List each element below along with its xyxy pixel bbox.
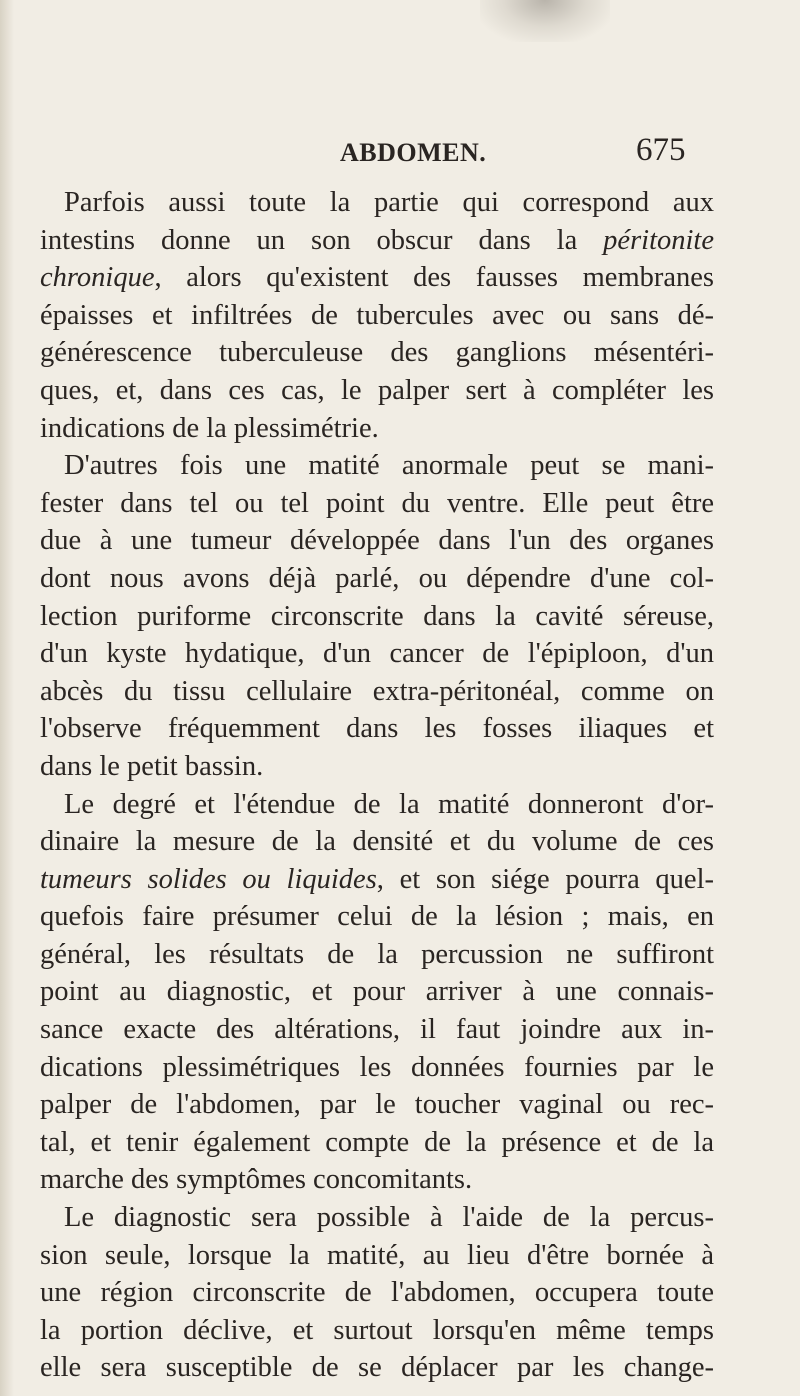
text-line	[40, 861, 714, 899]
text-line	[40, 823, 714, 861]
text-segment: marche des symptômes concomitants.	[40, 1164, 473, 1196]
text-line	[40, 1349, 714, 1387]
text-line	[40, 447, 714, 485]
text-segment: générescence tuberculeuse des ganglions mésentéri-	[40, 337, 714, 369]
text-segment: dont nous avons déjà parlé, ou dépendre d'une col-	[40, 562, 714, 594]
text-line	[40, 522, 714, 560]
text-segment: intestins donne un son obscur dans la	[40, 224, 604, 256]
text-segment: dans le petit bassin.	[40, 750, 264, 782]
text-segment: fester dans tel ou tel point du ventre. Elle peut être	[40, 487, 714, 519]
text-line	[40, 673, 714, 711]
text-segment: l'observe fréquemment dans les fosses iliaques et	[40, 713, 714, 745]
page-number: 675	[636, 132, 686, 168]
text-segment: D'autres fois une matité anormale peut se mani-	[64, 450, 714, 482]
text-segment: sance exacte des altérations, il faut joindre aux in-	[40, 1014, 714, 1046]
text-segment: quefois faire présumer celui de la lésion ; mais, en	[40, 901, 714, 933]
text-segment: ques, et, dans ces cas, le palper sert à compléter les	[40, 374, 714, 406]
text-segment: , et son siége pourra quel-	[376, 863, 714, 895]
text-segment: une région circonscrite de l'abdomen, occupera toute	[40, 1277, 714, 1309]
italic-text: chronique	[40, 262, 155, 294]
text-line	[40, 1199, 714, 1237]
text-line	[40, 1124, 714, 1162]
text-segment: abcès du tissu cellulaire extra-péritonéal, comme on	[40, 675, 714, 707]
text-line	[40, 1312, 714, 1350]
text-line	[40, 1049, 714, 1087]
text-segment: général, les résultats de la percussion ne suffiront	[40, 938, 714, 970]
text-segment: tal, et tenir également compte de la présence et de la	[40, 1126, 714, 1158]
text-segment: elle sera susceptible de se déplacer par les change-	[40, 1352, 714, 1384]
text-line	[40, 748, 714, 786]
text-line	[40, 560, 714, 598]
text-segment: sion seule, lorsque la matité, au lieu d'être bornée à	[40, 1239, 714, 1271]
text-line	[40, 635, 714, 673]
text-line	[40, 1237, 714, 1275]
text-segment: indications de la plessimétrie.	[40, 412, 379, 444]
paper-stain	[480, 0, 610, 42]
text-segment: Le degré et l'étendue de la matité donneront d'or-	[64, 788, 714, 820]
text-line	[40, 372, 714, 410]
text-segment: la portion déclive, et surtout lorsqu'en même temps	[40, 1314, 714, 1346]
page-header	[0, 132, 800, 176]
text-segment: Parfois aussi toute la partie qui correspond aux	[64, 187, 714, 218]
text-segment: Le diagnostic sera possible à l'aide de la percus-	[64, 1202, 714, 1234]
text-segment: dinaire la mesure de la densité et du volume de ces	[40, 826, 714, 858]
text-segment: due à une tumeur développée dans l'un des organes	[40, 525, 714, 557]
text-line	[40, 1011, 714, 1049]
text-line	[40, 334, 714, 372]
text-line	[40, 598, 714, 636]
text-line	[40, 786, 714, 824]
text-segment: , alors qu'existent des fausses membranes	[154, 262, 714, 294]
page-edge-shadow	[0, 0, 14, 1396]
text-line	[40, 1161, 714, 1199]
text-line	[40, 1274, 714, 1312]
text-line	[40, 936, 714, 974]
text-segment: point au diagnostic, et pour arriver à une connais-	[40, 976, 714, 1008]
running-head: ABDOMEN.	[340, 138, 487, 167]
text-line	[40, 710, 714, 748]
text-line	[40, 898, 714, 936]
italic-text: tumeurs solides ou liquides	[40, 863, 377, 895]
italic-text: péritonite	[603, 224, 714, 256]
text-segment: d'un kyste hydatique, d'un cancer de l'épiploon, d'un	[40, 638, 714, 670]
text-segment: dications plessimétriques les données fournies par le	[40, 1051, 714, 1083]
text-segment: lection puriforme circonscrite dans la cavité séreuse,	[40, 600, 714, 632]
text-line	[40, 259, 714, 297]
text-line	[40, 485, 714, 523]
text-line	[40, 410, 714, 448]
text-line	[40, 184, 714, 222]
text-line	[40, 297, 714, 335]
text-segment: épaisses et infiltrées de tubercules avec ou sans dé-	[40, 299, 714, 331]
text-line	[40, 973, 714, 1011]
text-segment: palper de l'abdomen, par le toucher vaginal ou rec-	[40, 1089, 714, 1121]
text-line	[40, 1086, 714, 1124]
body-text	[40, 184, 714, 1387]
text-line	[40, 222, 714, 260]
